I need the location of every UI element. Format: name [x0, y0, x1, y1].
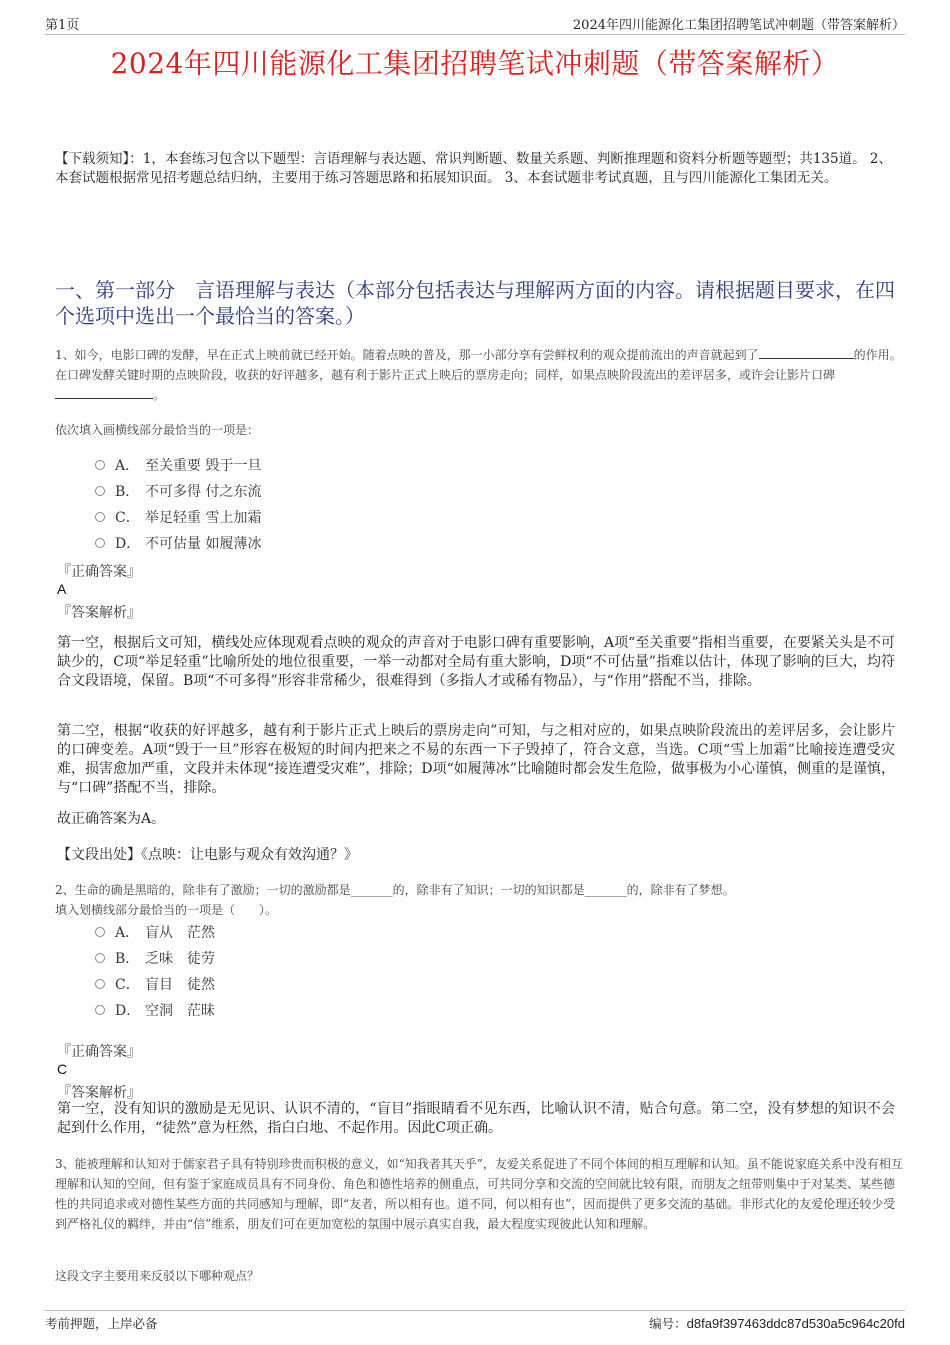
- page-header: [45, 14, 905, 35]
- footer-slogan: 考前押题，上岸必备: [45, 1316, 158, 1331]
- analysis-paragraph-2: 第二空，根据“收获的好评越多，越有利于影片正式上映后的票房走向”可知，与之相对应的，如果点映阶段流出的差评居多，会让影片的口碑变差。A项“毁于一旦”形容在极短的时间内把来之不易的东西一下子毁掉了，符合文意，当选。C项“雪上加霜”比喻接连遭受灾难，损害愈加严重，文段并未体现“接连遭受灾难”，排除；D项“如履薄冰”比喻随时都会发生危险，做事极为小心谨慎，侧重的是谨慎，与“口碑”搭配不当，排除。: [57, 723, 895, 796]
- question-3-text: 3、能被理解和认知对于儒家君子具有特别珍贵而积极的意义，如“知我者其天乎”，友爱关系促进了不同个体间的相互理解和认知。虽不能说家庭关系中没有相互理解和认知的空间，但有鉴于家庭成员具有不同身份、角色和德性培养的侧重点，可共同分享和交流的空间就比较有限，而朋友之纽带则集中于对某类、某些德性的共同追求或对德性某些方面的共同感知与理解，即“友者，所以相有也。道不同，何以相有也”，因而提供了更多交流的基础。非形式化的友爱伦理还较少受到严格礼仪的羁绊，并由“信”维系，朋友们可在更加宽松的氛围中展示真实自我，最大程度实现彼此认知和理解。: [55, 1157, 903, 1231]
- fill-blank-1: [759, 346, 854, 359]
- section-heading: 一、第一部分 言语理解与表达（本部分包括表达与理解两方面的内容。请根据题目要求，在四个选项中选出一个最恰当的答案。）: [55, 278, 895, 328]
- page-footer: [45, 1310, 905, 1331]
- header-doc-title: 2024年四川能源化工集团招聘笔试冲刺题（带答案解析）: [572, 18, 905, 33]
- question-1-text-b: 的作用。在口碑发酵关键时期的点映阶段，收获的好评越多，越有利于影片正式上映后的票房走向；同样，如果点映阶段流出的差评居多，或许会让影片口碑: [55, 348, 902, 382]
- question-1-prompt: 依次填入画横线部分最恰当的一项是：: [55, 423, 260, 437]
- radio-icon[interactable]: [95, 538, 105, 548]
- analysis-label: 『答案解析』: [57, 1085, 141, 1101]
- correct-answer: A: [57, 581, 67, 597]
- radio-icon[interactable]: [95, 460, 105, 470]
- question-3-prompt: 这段文字主要用来反驳以下哪种观点？: [55, 1269, 260, 1283]
- question-2-prompt: 填入划横线部分最恰当的一项是（ ）。: [55, 903, 278, 917]
- question-1-text-c: 。: [153, 388, 166, 402]
- radio-icon[interactable]: [95, 979, 105, 989]
- question-1-text-a: 1、如今，电影口碑的发酵，早在正式上映前就已经开始。随着点映的普及，那一小部分享有尝鲜权利的观众提前流出的声音就起到了: [55, 348, 759, 362]
- radio-icon[interactable]: [95, 512, 105, 522]
- page-number: 第1页: [45, 18, 80, 33]
- question-2-text: 2、生命的确是黑暗的，除非有了激励；一切的激励都是_______的，除非有了知识；一切的知识都是_______的，除非有了梦想。: [55, 883, 735, 897]
- question-1-options: [95, 453, 261, 557]
- radio-icon[interactable]: [95, 486, 105, 496]
- radio-icon[interactable]: [95, 927, 105, 937]
- fill-blank-2: [55, 386, 153, 399]
- option-b[interactable]: B． 乏味 徒劳: [95, 946, 215, 972]
- document-title: 2024年四川能源化工集团招聘笔试冲刺题（带答案解析）: [110, 47, 840, 80]
- option-d[interactable]: D． 不可估量 如履薄冰: [95, 531, 261, 557]
- passage-source: 【文段出处】《点映：让电影与观众有效沟通？》: [57, 847, 358, 863]
- correct-answer-label: 『正确答案』: [57, 1044, 141, 1060]
- answer-conclusion: 故正确答案为A。: [57, 811, 166, 827]
- analysis-paragraph-1: 第一空，根据后文可知，横线处应体现观看点映的观众的声音对于电影口碑有重要影响，A项“至关重要”指相当重要，在要紧关头是不可缺少的，C项“举足轻重”比喻所处的地位很重要，一举一动都对全局有重大影响，D项“不可估量”指难以估计，体现了影响的巨大，均符合文段语境，保留。B项“不可多得”形容非常稀少，很难得到（多指人才或稀有物品），与“作用”搭配不当，排除。: [57, 635, 895, 689]
- option-c[interactable]: C． 举足轻重 雪上加霜: [95, 505, 261, 531]
- analysis-paragraph: 第一空，没有知识的激励是无见识、认识不清的，“盲目”指眼睛看不见东西，比喻认识不清，贴合句意。第二空，没有梦想的知识不会起到什么作用，“徒然”意为枉然，指白白地、不起作用。因此C项正确。: [57, 1101, 895, 1136]
- option-a[interactable]: A． 至关重要 毁于一旦: [95, 453, 261, 479]
- option-b[interactable]: B． 不可多得 付之东流: [95, 479, 261, 505]
- correct-answer: C: [57, 1061, 68, 1077]
- option-c[interactable]: C． 盲目 徒然: [95, 972, 215, 998]
- download-notice: 【下载须知】：1，本套练习包含以下题型：言语理解与表达题、常识判断题、数量关系题、判断推理题和资料分析题等题型；共135道。 2、本套试题根据常见招考题总结归纳，主要用于练习答题思路和拓展知识面。 3、本套试题非考试真题，且与四川能源化工集团无关。: [55, 151, 892, 186]
- radio-icon[interactable]: [95, 1005, 105, 1015]
- footer-code: 编号：d8fa9f397463ddc87d530a5c964c20fd: [649, 1316, 905, 1331]
- question-2-options: [95, 920, 215, 1024]
- option-a[interactable]: A． 盲从 茫然: [95, 920, 215, 946]
- correct-answer-label: 『正确答案』: [57, 564, 141, 580]
- radio-icon[interactable]: [95, 953, 105, 963]
- analysis-label: 『答案解析』: [57, 605, 141, 621]
- option-d[interactable]: D． 空洞 茫昧: [95, 998, 215, 1024]
- question-1-text: [55, 345, 903, 405]
